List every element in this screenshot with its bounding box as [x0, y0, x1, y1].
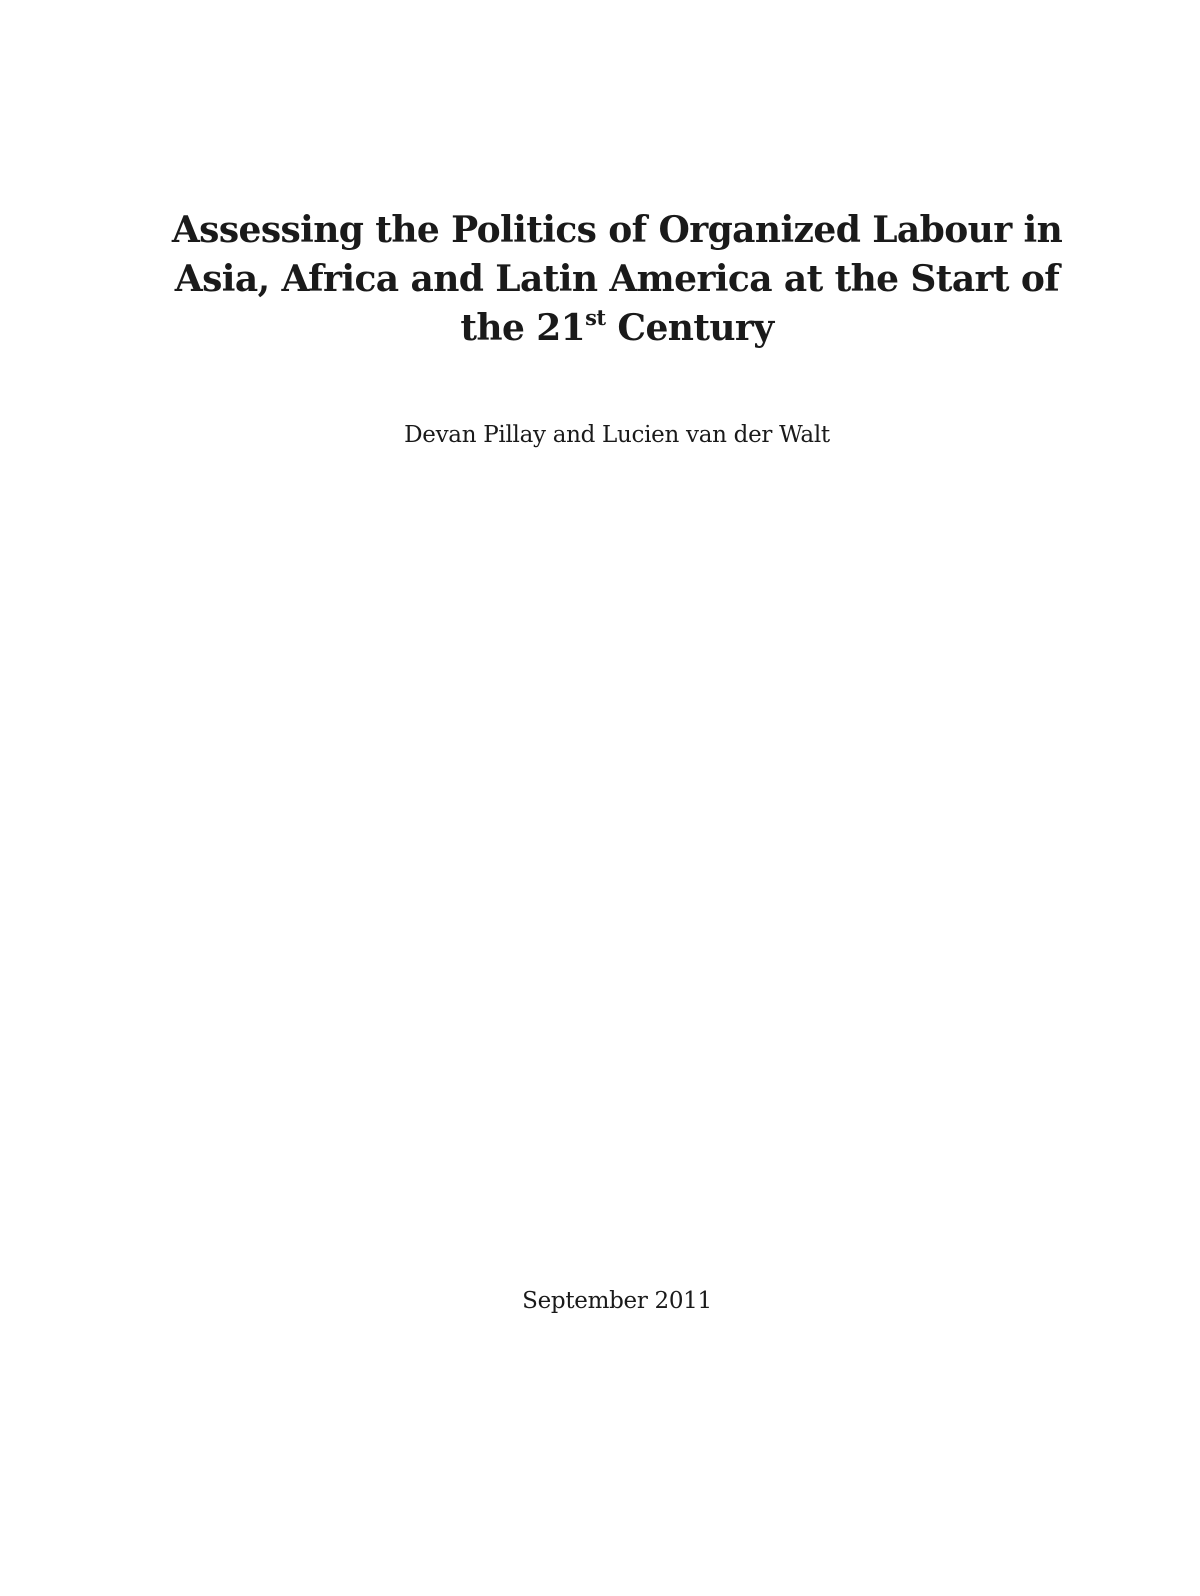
title-line-3-start: the 21: [460, 307, 586, 349]
title-ordinal-superscript: st: [585, 305, 606, 330]
title-line-1: Assessing the Politics of Organized Labour in: [171, 209, 1063, 251]
title-line-3-end: Century: [605, 307, 774, 349]
title-line-2: Asia, Africa and Latin America at the Start of: [174, 258, 1060, 300]
document-title: [150, 206, 1084, 353]
title-line-3: [150, 304, 1084, 353]
document-authors: Devan Pillay and Lucien van der Walt: [404, 422, 830, 448]
document-date: September 2011: [522, 1288, 712, 1314]
